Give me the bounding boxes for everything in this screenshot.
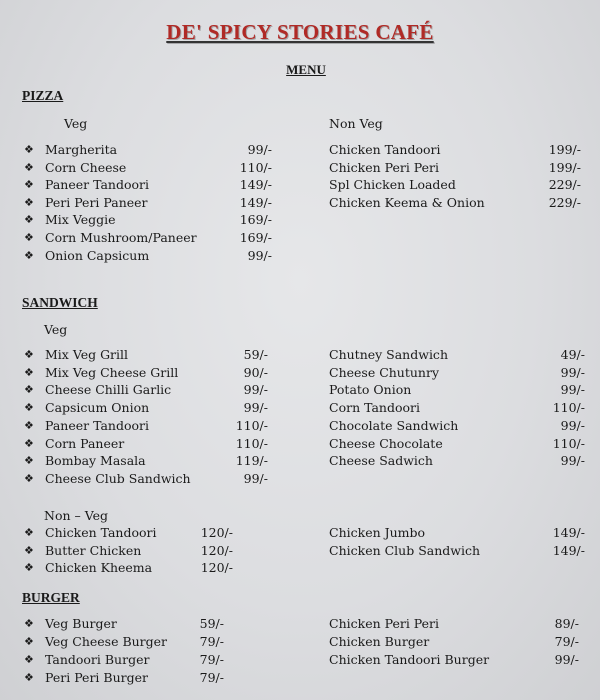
diamond-bullet-icon: ❖ [24, 561, 34, 575]
menu-item [24, 400, 268, 416]
diamond-bullet-icon: ❖ [24, 348, 34, 361]
menu-item-price: 99/- [247, 142, 272, 157]
menu-item-price: 169/- [239, 230, 272, 245]
menu-item [329, 525, 585, 541]
section-sandwich-heading: SANDWICH [22, 295, 98, 310]
menu-item-name: Chicken Club Sandwich [329, 542, 481, 558]
menu-item-price: 99/- [560, 364, 585, 380]
sandwich-veg-label: Veg [44, 322, 68, 337]
menu-item-price: 79/- [554, 633, 579, 649]
menu-item [24, 418, 268, 434]
menu-item-name: Chicken Jumbo [329, 525, 426, 540]
menu-item [24, 230, 272, 246]
menu-item-name: Chicken Peri Peri [329, 159, 440, 175]
menu-item-name: Onion Capsicum [45, 247, 150, 263]
cafe-title: DE' SPICY STORIES CAFÉ [166, 20, 434, 44]
menu-item [329, 177, 581, 193]
menu-item [329, 365, 585, 381]
menu-item-name: Potato Onion [329, 382, 412, 398]
menu-item-price: 229/- [548, 177, 581, 193]
menu-item [329, 543, 585, 559]
diamond-bullet-icon: ❖ [24, 383, 34, 397]
diamond-bullet-icon: ❖ [24, 617, 34, 630]
menu-item-price: 90/- [243, 364, 268, 380]
menu-item [24, 365, 268, 381]
menu-item-price: 199/- [548, 159, 581, 175]
menu-item [24, 142, 272, 158]
menu-item-name: Corn Mushroom/Paneer [45, 230, 197, 245]
menu-item-name: Mix Veggie [45, 212, 116, 228]
menu-item [24, 160, 272, 176]
diamond-bullet-icon: ❖ [24, 471, 34, 485]
menu-item [329, 616, 579, 632]
menu-item [24, 382, 268, 398]
menu-item-name: Peri Peri Paneer [45, 194, 148, 210]
menu-item [24, 453, 268, 469]
diamond-bullet-icon: ❖ [24, 178, 34, 192]
menu-item-price: 89/- [554, 616, 579, 631]
menu-item-name: Chutney Sandwich [329, 347, 448, 362]
menu-item-price: 99/- [243, 382, 268, 398]
menu-item-price: 99/- [247, 247, 272, 263]
menu-item [329, 382, 585, 398]
menu-item-price: 110/- [552, 435, 585, 451]
menu-item [329, 400, 585, 416]
diamond-bullet-icon: ❖ [24, 670, 34, 684]
menu-item [329, 634, 579, 650]
diamond-bullet-icon: ❖ [24, 195, 34, 209]
menu-item-name: Chicken Tandoori [329, 142, 441, 157]
menu-item-price: 99/- [560, 382, 585, 398]
menu-item [24, 634, 224, 650]
menu-item-name: Chicken Peri Peri [329, 616, 440, 631]
menu-item-price: 59/- [243, 347, 268, 362]
diamond-bullet-icon: ❖ [24, 454, 34, 468]
diamond-bullet-icon: ❖ [24, 652, 34, 666]
menu-item-name: Capsicum Onion [45, 400, 150, 416]
menu-heading: MENU [286, 62, 326, 77]
menu-item-price: 79/- [199, 651, 224, 667]
diamond-bullet-icon: ❖ [24, 634, 34, 648]
menu-item-price: 110/- [239, 159, 272, 175]
menu-item-name: Cheese Club Sandwich [45, 470, 191, 486]
menu-item-name: Tandoori Burger [45, 651, 150, 667]
menu-item-name: Veg Cheese Burger [45, 633, 168, 649]
menu-item-name: Corn Tandoori [329, 400, 420, 416]
menu-item-name: Mix Veg Grill [45, 347, 129, 362]
menu-item-name: Corn Paneer [45, 435, 125, 451]
menu-item-price: 169/- [239, 212, 272, 228]
menu-item [329, 436, 585, 452]
menu-item [24, 248, 272, 264]
section-burger-heading: BURGER [22, 590, 80, 605]
menu-item-name: Cheese Chocolate [329, 435, 443, 451]
menu-item-price: 149/- [239, 177, 272, 193]
diamond-bullet-icon: ❖ [24, 436, 34, 450]
menu-item-name: Chocolate Sandwich [329, 417, 459, 433]
section-pizza-heading: PIZZA [22, 88, 64, 103]
diamond-bullet-icon: ❖ [24, 213, 34, 227]
menu-item [24, 670, 224, 686]
sandwich-nonveg-label: Non – Veg [44, 508, 108, 523]
diamond-bullet-icon: ❖ [24, 543, 34, 557]
menu-item-price: 119/- [235, 453, 268, 469]
menu-item [24, 525, 233, 541]
diamond-bullet-icon: ❖ [24, 248, 34, 262]
menu-item [24, 436, 268, 452]
menu-item-name: Margherita [45, 142, 118, 157]
menu-item-price: 120/- [200, 542, 233, 558]
diamond-bullet-icon: ❖ [24, 143, 34, 156]
menu-item [329, 195, 581, 211]
menu-item-price: 99/- [560, 453, 585, 469]
menu-item-name: Peri Peri Burger [45, 669, 148, 685]
menu-item [24, 177, 272, 193]
menu-item [24, 616, 224, 632]
menu-item-price: 49/- [560, 347, 585, 362]
menu-item-price: 120/- [200, 525, 233, 540]
menu-item [24, 212, 272, 228]
menu-item [24, 347, 268, 363]
menu-item-price: 59/- [199, 616, 224, 631]
menu-item-price: 79/- [199, 669, 224, 685]
menu-item [24, 560, 233, 576]
menu-item-name: Veg Burger [45, 616, 117, 631]
menu-item [329, 453, 585, 469]
menu-item-name: Chicken Tandoori Burger [329, 651, 490, 667]
menu-item-name: Butter Chicken [45, 542, 142, 558]
menu-item-price: 110/- [235, 417, 268, 433]
menu-item-name: Paneer Tandoori [45, 177, 149, 193]
menu-item-price: 99/- [243, 400, 268, 416]
menu-item-price: 99/- [243, 470, 268, 486]
menu-item-name: Corn Cheese [45, 159, 127, 175]
menu-item [329, 652, 579, 668]
menu-item-name: Chicken Tandoori [45, 525, 157, 540]
menu-item [24, 543, 233, 559]
menu-item [24, 195, 272, 211]
menu-item-name: Cheese Chilli Garlic [45, 382, 172, 398]
diamond-bullet-icon: ❖ [24, 401, 34, 415]
pizza-veg-label: Veg [64, 116, 88, 131]
menu-item [329, 347, 585, 363]
menu-item-price: 79/- [199, 633, 224, 649]
menu-item-name: Mix Veg Cheese Grill [45, 364, 179, 380]
menu-item [24, 652, 224, 668]
menu-item-price: 99/- [554, 651, 579, 667]
pizza-nonveg-label: Non Veg [329, 116, 383, 131]
menu-item-name: Bombay Masala [45, 453, 146, 469]
menu-item-name: Chicken Keema & Onion [329, 194, 485, 210]
menu-item-name: Chicken Burger [329, 633, 430, 649]
diamond-bullet-icon: ❖ [24, 231, 34, 244]
menu-item [329, 160, 581, 176]
diamond-bullet-icon: ❖ [24, 418, 34, 432]
menu-item [24, 471, 268, 487]
diamond-bullet-icon: ❖ [24, 526, 34, 539]
menu-item-name: Chicken Kheema [45, 560, 153, 576]
diamond-bullet-icon: ❖ [24, 365, 34, 379]
menu-item-price: 149/- [552, 525, 585, 540]
menu-item-price: 120/- [200, 560, 233, 576]
menu-item-name: Cheese Chutunry [329, 364, 440, 380]
menu-item-price: 199/- [548, 142, 581, 157]
menu-item-name: Cheese Sadwich [329, 453, 433, 469]
menu-item-price: 149/- [552, 542, 585, 558]
menu-item-price: 99/- [560, 417, 585, 433]
menu-item [329, 142, 581, 158]
diamond-bullet-icon: ❖ [24, 160, 34, 174]
menu-item-price: 229/- [548, 194, 581, 210]
menu-item-name: Spl Chicken Loaded [329, 177, 456, 193]
menu-item-price: 110/- [235, 435, 268, 451]
menu-item-name: Paneer Tandoori [45, 417, 149, 433]
menu-item [329, 418, 585, 434]
menu-item-price: 149/- [239, 194, 272, 210]
menu-item-price: 110/- [552, 400, 585, 416]
